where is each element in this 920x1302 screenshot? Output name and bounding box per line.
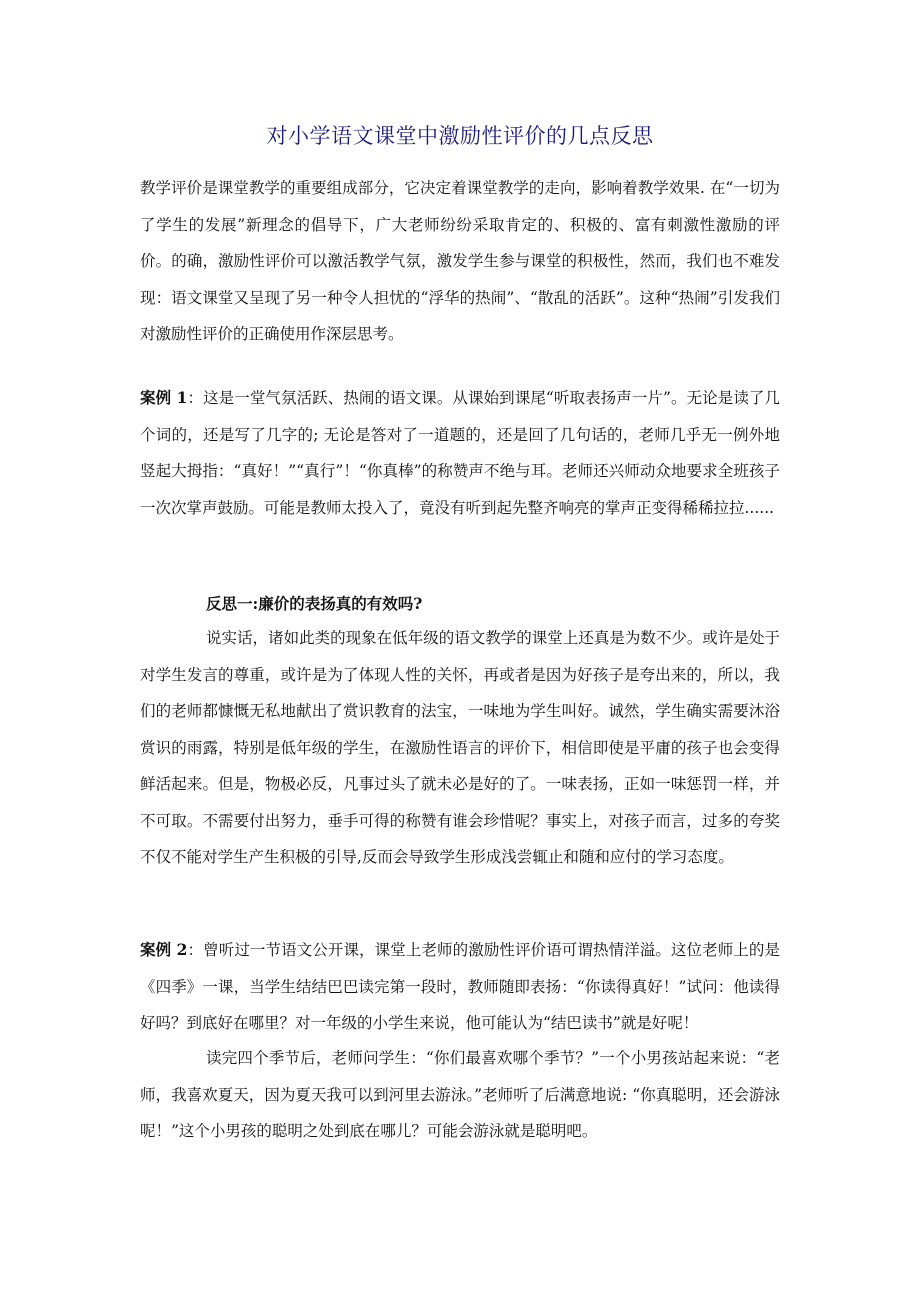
page-title: 对小学语文课堂中激励性评价的几点反思 <box>266 124 654 148</box>
case-1-paragraph <box>140 380 780 526</box>
reflection-1-paragraph: 说实话，诸如此类的现象在低年级的语文教学的课堂上还真是为数不少。或许是处于对学生发言的尊重，或许是为了体现人性的关怀，再或者是因为好孩子是夸出来的，所以，我们的老师都慷慨无私地献出了赏识教育的法宝，一味地为学生叫好。诚然，学生确实需要沐浴赏识的雨露，特别是低年级的学生，在激励性语言的评价下，相信即使是平庸的孩子也会变得鲜活起来。但是，物极必反，凡事过头了就未必是好的了。一味表扬，正如一味惩罚一样，并不可取。不需要付出努力，垂手可得的称赞有谁会珍惜呢？事实上，对孩子而言，过多的夸奖不仅不能对学生产生积极的引导,反而会导致学生形成浅尝辄止和随和应付的学习态度。 <box>140 629 780 866</box>
intro-paragraph: 教学评价是课堂教学的重要组成部分，它决定着课堂教学的走向，影响着教学效果. 在“一切为了学生的发展”新理念的倡导下，广大老师纷纷采取肯定的、积极的、富有刺激性激励的评价。的确，激励性评价可以激活教学气氛，激发学生参与课堂的积极性，然而，我们也不难发现：语文课堂又呈现了另一种令人担忧的“浮华的热闹”、“散乱的活跃”。这种“热闹”引发我们对激励性评价的正确使用作深层思考。 <box>140 179 780 343</box>
case-2-paragraph <box>140 932 780 1042</box>
case-1-text: ：这是一堂气氛活跃、热闹的语文课。从课始到课尾“听取表扬声一片”。无论是读了几个词的，还是写了几字的; 无论是答对了一道题的，还是回了几句话的，老师几乎无一例外地竖起大拇指：“真好！”“真行”！“你真棒”的称赞声不绝与耳。老师还兴师动众地要求全班孩子一次次掌声鼓励。可能是教师太投入了，竟没有听到起先整齐响亮的掌声正变得稀稀拉拉...... <box>140 389 780 517</box>
case-2-continuation: 读完四个季节后，老师问学生：“你们最喜欢哪个季节？”一个小男孩站起来说：“老师，我喜欢夏天，因为夏天我可以到河里去游泳。”老师听了后满意地说: “你真聪明，还会游泳呢！”这个小男孩的聪明之处到底在哪儿？可能会游泳就是聪明吧。 <box>140 1049 780 1140</box>
case-2-text: ：曾听过一节语文公开课，课堂上老师的激励性评价语可谓热情洋溢。这位老师上的是《四季》一课，当学生结结巴巴读完第一段时，教师随即表扬：“你读得真好！”试问：他读得好吗？到底好在哪里？对一年级的小学生来说，他可能认为“结巴读书”就是好呢！ <box>140 941 780 1032</box>
case-1-label: 案例 1 <box>140 388 188 407</box>
reflection-1-heading: 反思一:廉价的表扬真的有效吗? <box>206 594 423 613</box>
case-2-label: 案例 2 <box>140 940 188 959</box>
